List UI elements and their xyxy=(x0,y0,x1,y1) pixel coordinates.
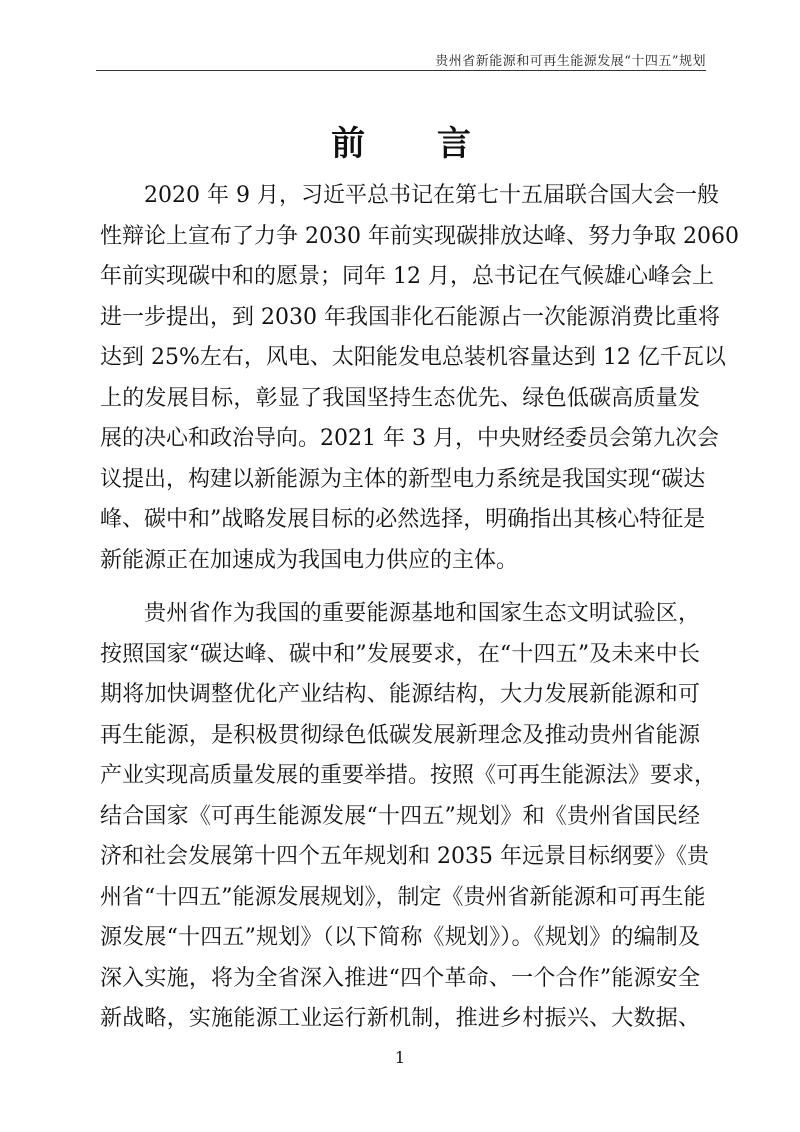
paragraph-2-line-5: 产业实现高质量发展的重要举措。按照《可再生能源法》要求， xyxy=(100,763,717,788)
paragraph-1-line-4: 进一步提出，到 2030 年我国非化石能源占一次能源消费比重将 xyxy=(100,304,720,330)
paragraph-1-line-2: 性辩论上宣布了力争 2030 年前实现碳排放达峰、努力争取 2060 xyxy=(100,223,739,249)
paragraph-2-line-9: 源发展“十四五”规划》（以下简称《规划》）。《规划》的编制及 xyxy=(100,925,700,950)
header-rule xyxy=(96,70,706,71)
paragraph-2-line-6: 结合国家《可再生能源发展“十四五”规划》和《贵州省国民经 xyxy=(100,803,700,829)
paragraph-1-line-6: 上的发展目标，彰显了我国坚持生态优先、绿色低碳高质量发 xyxy=(100,385,700,411)
body-text xyxy=(100,176,739,1040)
page-number: 1 xyxy=(394,1048,406,1067)
paragraph-2-line-1: 贵州省作为我国的重要能源基地和国家生态文明试验区， xyxy=(144,601,700,626)
paragraph-2-line-4: 再生能源，是积极贯彻绿色低碳发展新理念及推动贵州省能源 xyxy=(100,722,700,748)
paragraph-2-line-7: 济和社会发展第十四个五年规划和 2035 年远景目标纲要》《贵 xyxy=(100,844,709,869)
paragraph-2-line-3: 期将加快调整优化产业结构、能源结构，大力发展新能源和可 xyxy=(100,682,700,707)
paragraph-1-line-8: 议提出，构建以新能源为主体的新型电力系统是我国实现“碳达 xyxy=(100,466,706,492)
paragraph-1-line-9: 峰、碳中和”战略发展目标的必然选择，明确指出其核心特征是 xyxy=(100,507,706,532)
paragraph-1-line-10: 新能源正在加速成为我国电力供应的主体。 xyxy=(100,547,519,573)
paragraph-1-line-7: 展的决心和政治导向。2021 年 3 月，中央财经委员会第九次会 xyxy=(100,426,719,451)
paragraph-2-line-8: 州省“十四五”能源发展规划》，制定《贵州省新能源和可再生能 xyxy=(100,884,706,910)
paragraph-1-line-5: 达到 25%左右，风电、太阳能发电总装机容量达到 12 亿千瓦以 xyxy=(100,345,726,370)
paragraph-gap xyxy=(100,581,700,594)
paragraph-2-line-10: 深入实施，将为全省深入推进“四个革命、一个合作”能源安全 xyxy=(100,965,700,991)
paragraph-1-line-1: 2020 年 9 月，习近平总书记在第七十五届联合国大会一般 xyxy=(144,183,719,208)
running-header: 贵州省新能源和可再生能源发展“十四五”规划 xyxy=(435,54,706,69)
paragraph-2-line-11: 新战略，实施能源工业运行新机制，推进乡村振兴、大数据、 xyxy=(100,1006,700,1031)
paragraph-2-line-2: 按照国家“碳达峰、碳中和”发展要求，在“十四五”及未来中长 xyxy=(100,641,700,667)
paragraph-1-line-3: 年前实现碳中和的愿景；同年 12 月，总书记在气候雄心峰会上 xyxy=(100,264,714,289)
page-title: 前 言 xyxy=(331,124,501,164)
